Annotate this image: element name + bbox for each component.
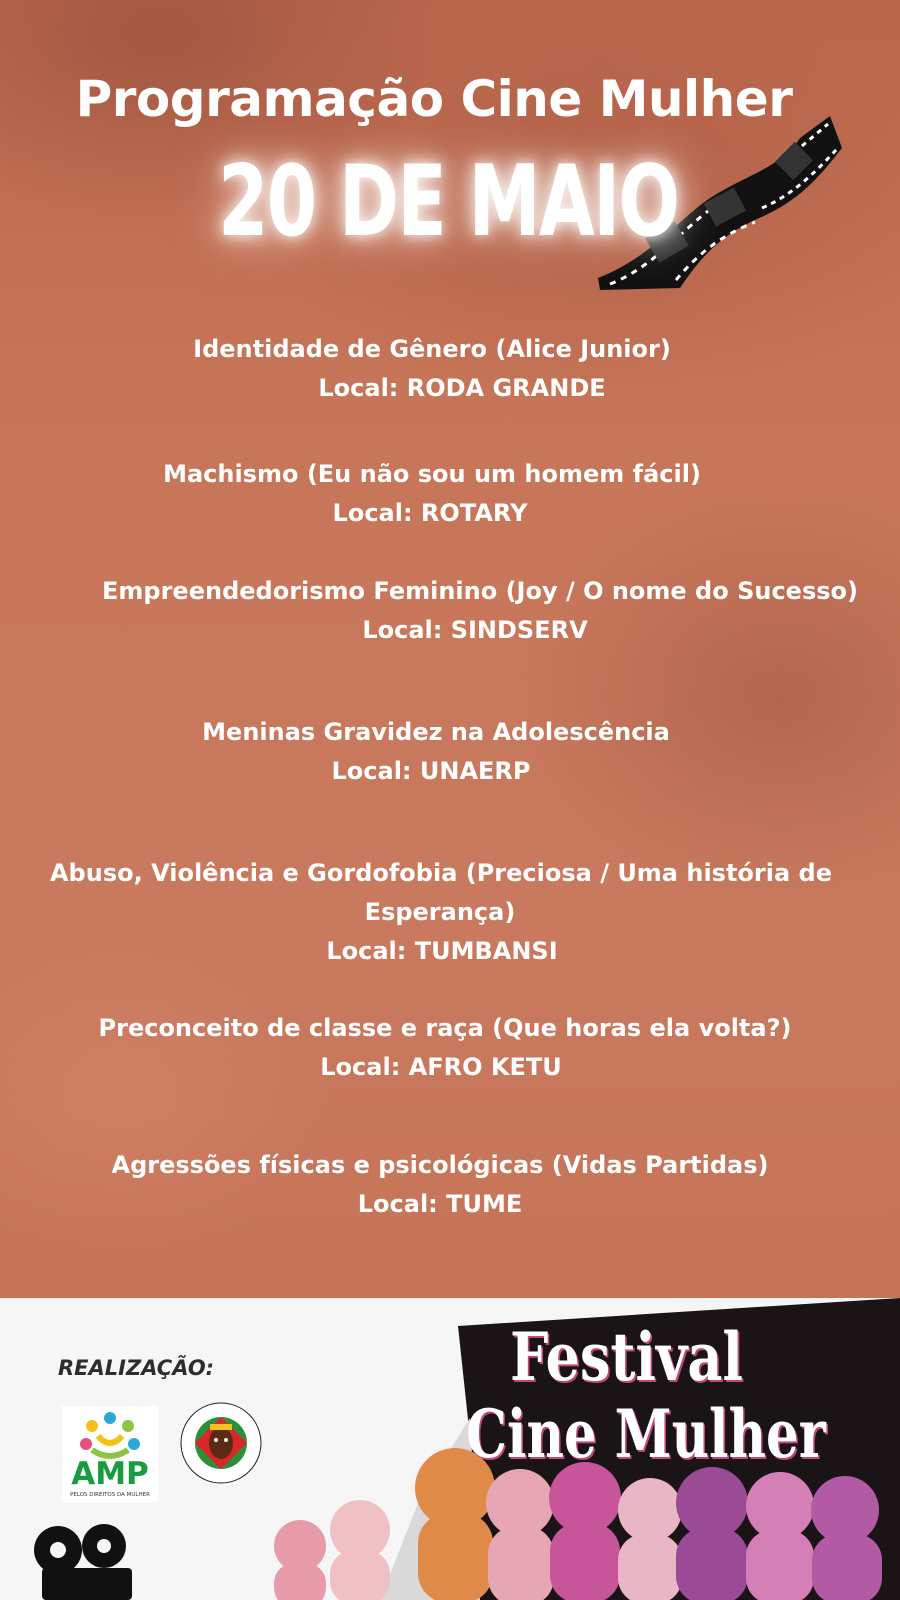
event-location: Local: RODA GRANDE	[318, 374, 606, 402]
event-location: Local: TUMBANSI	[326, 937, 558, 965]
event-location: Local: AFRO KETU	[320, 1053, 562, 1081]
event-item	[0, 455, 900, 533]
event-item	[0, 1009, 900, 1087]
event-item	[0, 330, 894, 408]
event-item	[0, 1146, 900, 1224]
page-title: Programação Cine Mulher	[75, 70, 793, 128]
event-item	[0, 572, 900, 650]
event-item	[0, 854, 900, 971]
event-location: Local: ROTARY	[332, 499, 528, 527]
projector-icon	[28, 1518, 148, 1600]
event-title: Agressões físicas e psicológicas (Vidas Partidas)	[111, 1151, 769, 1179]
event-location: Local: UNAERP	[331, 757, 531, 785]
event-title: Preconceito de classe e raça (Que horas ela volta?)	[98, 1014, 792, 1042]
event-item	[0, 713, 900, 791]
event-location: Local: SINDSERV	[362, 616, 588, 644]
amp-logo-text: AMP	[71, 1456, 149, 1492]
event-date: 20 DE MAIO	[218, 145, 679, 259]
event-location: Local: TUME	[357, 1190, 523, 1218]
sponsors-footer	[0, 1298, 900, 1600]
event-title-continued: Esperança)	[364, 898, 516, 926]
festival-title-line1: Festival	[510, 1318, 744, 1396]
event-title: Empreendedorismo Feminino (Joy / O nome do Sucesso)	[102, 577, 858, 605]
event-title: Abuso, Violência e Gordofobia (Preciosa / Uma história de	[49, 859, 832, 887]
tumbansi-seal-icon	[176, 1398, 266, 1488]
event-title: Machismo (Eu não sou um homem fácil)	[163, 460, 701, 488]
event-title: Meninas Gravidez na Adolescência	[202, 718, 670, 746]
amp-tagline: PELOS DIREITOS DA MULHER	[70, 1492, 150, 1498]
festival-title-line2: Cine Mulher	[466, 1395, 826, 1473]
realizacao-label: REALIZAÇÃO:	[58, 1356, 215, 1380]
event-title: Identidade de Gênero (Alice Junior)	[193, 335, 671, 363]
